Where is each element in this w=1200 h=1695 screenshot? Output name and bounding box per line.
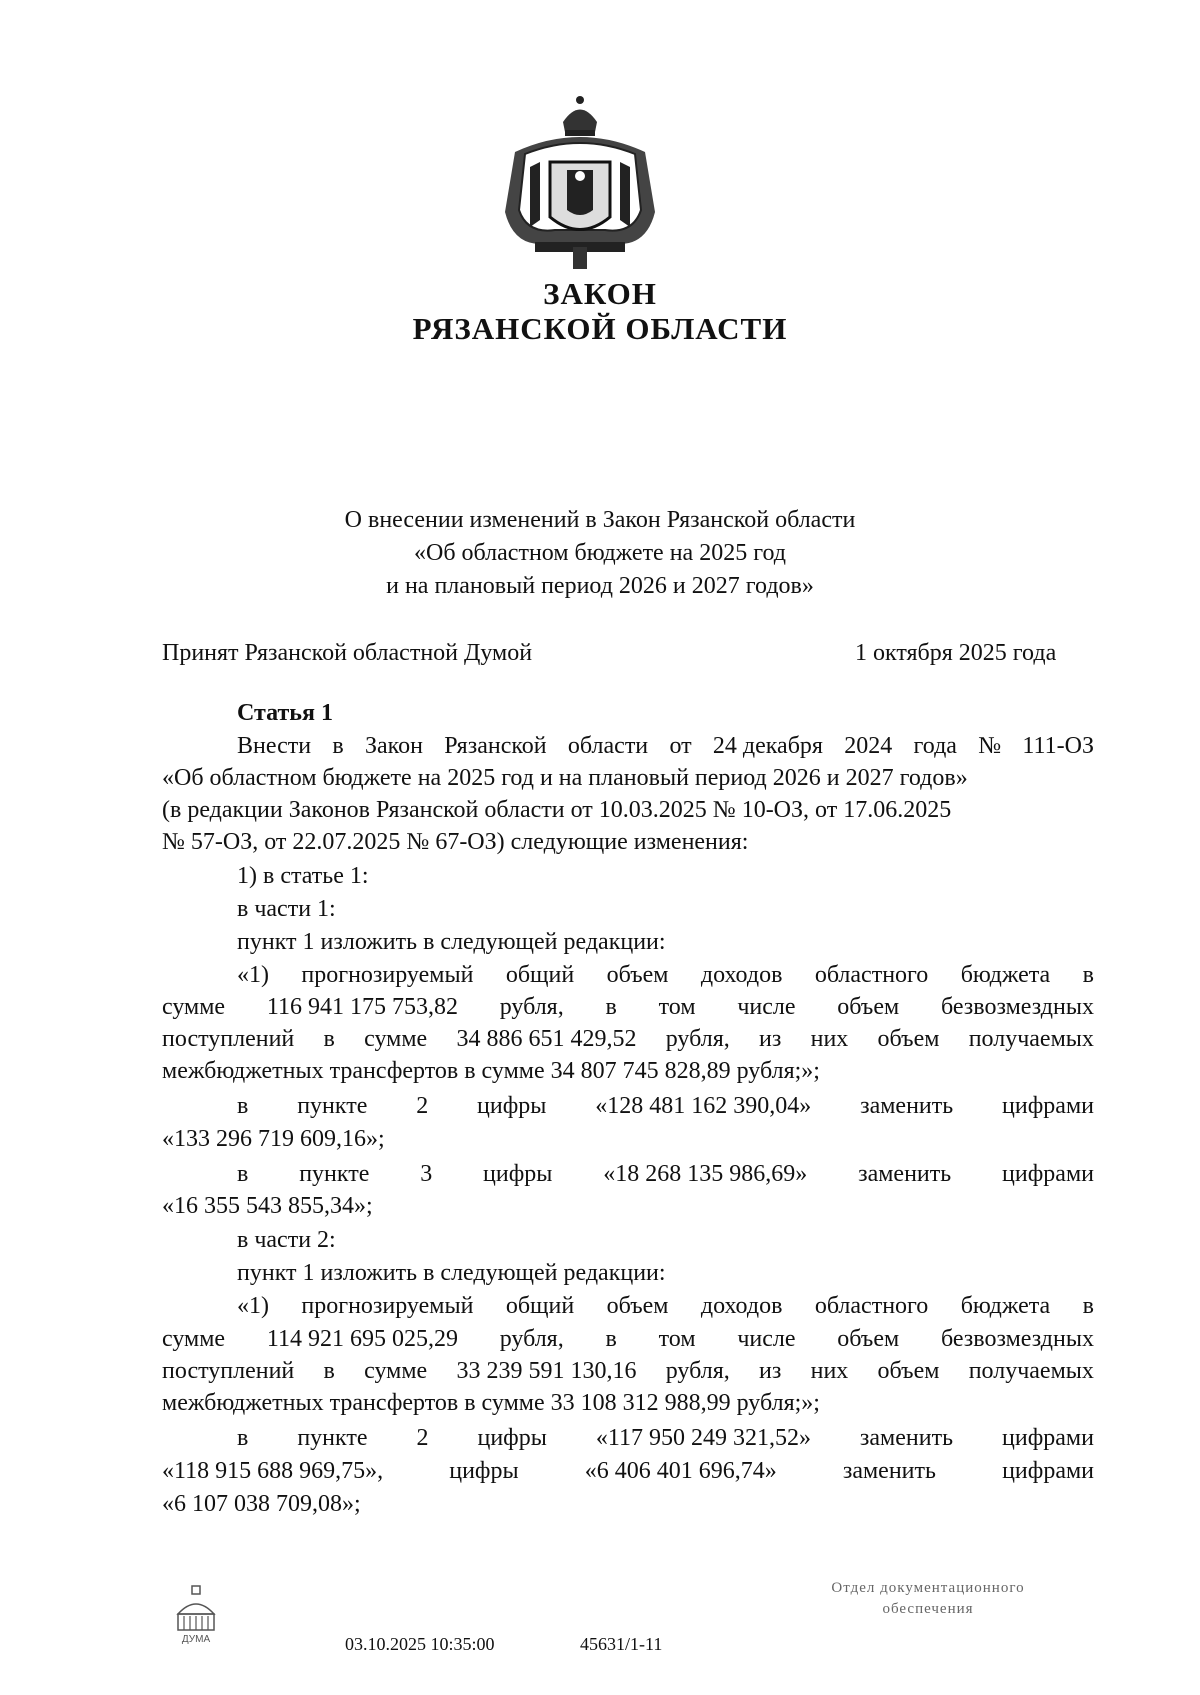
word: года bbox=[913, 733, 957, 759]
paragraph-line: (в редакции Законов Рязанской области от 10.03.2025 № 10-ОЗ, от 17.06.2025 bbox=[162, 797, 952, 823]
word: получаемых bbox=[968, 1358, 1094, 1384]
word: «1) bbox=[237, 1293, 269, 1319]
word: в bbox=[605, 994, 617, 1020]
word: рубля, bbox=[665, 1358, 730, 1384]
word: заменить bbox=[858, 1161, 952, 1187]
paragraph-line: «133 296 719 609,16»; bbox=[162, 1126, 385, 1152]
word: объем bbox=[877, 1026, 940, 1052]
word: 111-ОЗ bbox=[1022, 733, 1094, 759]
word: цифры bbox=[483, 1161, 553, 1187]
word: области bbox=[567, 733, 649, 759]
word: получаемых bbox=[968, 1026, 1094, 1052]
law-region: РЯЗАНСКОЙ ОБЛАСТИ bbox=[412, 311, 788, 346]
word: 116 941 175 753,82 bbox=[266, 994, 458, 1020]
word: из bbox=[759, 1358, 782, 1384]
word: в bbox=[237, 1093, 249, 1119]
word: пункте bbox=[299, 1161, 370, 1187]
paragraph-line-justified bbox=[162, 994, 1094, 1021]
word: поступлений bbox=[162, 1358, 295, 1384]
word: цифрами bbox=[1002, 1458, 1094, 1484]
word: в bbox=[237, 1161, 249, 1187]
word: из bbox=[759, 1026, 782, 1052]
word: 24 декабря bbox=[712, 733, 823, 759]
word: объем bbox=[837, 1326, 900, 1352]
paragraph-line-justified bbox=[162, 1458, 1094, 1485]
word: «6 406 401 696,74» bbox=[584, 1458, 777, 1484]
paragraph-line: № 57-ОЗ, от 22.07.2025 № 67-ОЗ) следующие изменения: bbox=[162, 829, 749, 855]
department-stamp-line1: Отдел документационного bbox=[831, 1580, 1025, 1596]
paragraph-line: «16 355 543 855,34»; bbox=[162, 1193, 373, 1219]
subtitle-line: и на плановый период 2026 и 2027 годов» bbox=[386, 573, 814, 599]
word: бюджета bbox=[960, 1293, 1051, 1319]
word: «118 915 688 969,75», bbox=[162, 1458, 384, 1484]
registration-number: 45631/1-11 bbox=[580, 1634, 663, 1654]
paragraph-line: «6 107 038 709,08»; bbox=[162, 1491, 361, 1517]
word: пункте bbox=[297, 1093, 368, 1119]
word: том bbox=[658, 1326, 696, 1352]
word: цифры bbox=[477, 1093, 547, 1119]
word: цифры bbox=[477, 1425, 547, 1451]
logo-text: ДУМА bbox=[181, 1634, 211, 1645]
paragraph-line-justified bbox=[237, 1293, 1094, 1320]
word: «117 950 249 321,52» bbox=[595, 1425, 811, 1451]
word: рубля, bbox=[499, 1326, 564, 1352]
item-line: пункт 1 изложить в следующей редакции: bbox=[237, 1260, 666, 1286]
article-heading: Статья 1 bbox=[237, 700, 333, 726]
word: них bbox=[810, 1358, 849, 1384]
word: сумме bbox=[364, 1358, 428, 1384]
paragraph-line-justified bbox=[237, 733, 1094, 760]
word: в bbox=[1082, 962, 1094, 988]
word: областного bbox=[814, 962, 929, 988]
word: числе bbox=[737, 994, 796, 1020]
word: цифрами bbox=[1002, 1161, 1094, 1187]
word: объем bbox=[606, 962, 669, 988]
word: объем bbox=[606, 1293, 669, 1319]
word: в bbox=[323, 1358, 335, 1384]
duma-building-icon bbox=[172, 1584, 220, 1646]
adopted-by: Принят Рязанской областной Думой bbox=[162, 640, 533, 666]
word: цифрами bbox=[1002, 1425, 1094, 1451]
word: 2024 bbox=[844, 733, 893, 759]
word: безвозмездных bbox=[940, 1326, 1094, 1352]
word: том bbox=[658, 994, 696, 1020]
word: 2 bbox=[416, 1093, 429, 1119]
word: «128 481 162 390,04» bbox=[595, 1093, 812, 1119]
paragraph-line-justified bbox=[162, 1358, 1094, 1385]
word: них bbox=[810, 1026, 849, 1052]
word: областного bbox=[814, 1293, 929, 1319]
word: от bbox=[669, 733, 692, 759]
word: сумме bbox=[364, 1026, 428, 1052]
word: сумме bbox=[162, 1326, 226, 1352]
item-line: пункт 1 изложить в следующей редакции: bbox=[237, 929, 666, 955]
law-subtitle bbox=[0, 504, 1200, 603]
word: доходов bbox=[700, 1293, 783, 1319]
word: 2 bbox=[416, 1425, 429, 1451]
paragraph-line: «Об областном бюджете на 2025 год и на плановый период 2026 и 2027 годов» bbox=[162, 765, 968, 791]
word: общий bbox=[505, 962, 575, 988]
word: общий bbox=[505, 1293, 575, 1319]
word: числе bbox=[737, 1326, 796, 1352]
word: 114 921 695 025,29 bbox=[266, 1326, 458, 1352]
word: Рязанской bbox=[444, 733, 547, 759]
word: № bbox=[978, 733, 1002, 759]
item-line: в части 1: bbox=[237, 896, 336, 922]
word: в bbox=[605, 1326, 617, 1352]
paragraph-line-justified bbox=[237, 1161, 1094, 1188]
word: прогнозируемый bbox=[301, 1293, 474, 1319]
word: в bbox=[323, 1026, 335, 1052]
item-line: 1) в статье 1: bbox=[237, 863, 369, 889]
word: заменить bbox=[859, 1425, 954, 1451]
paragraph-line: межбюджетных трансфертов в сумме 33 108 312 988,99 рубля;»; bbox=[162, 1390, 820, 1416]
word: «18 268 135 986,69» bbox=[603, 1161, 808, 1187]
paragraph-line-justified bbox=[237, 1093, 1094, 1120]
subtitle-line: О внесении изменений в Закон Рязанской области bbox=[344, 507, 856, 533]
law-title: ЗАКОН bbox=[543, 276, 657, 311]
print-datetime: 03.10.2025 10:35:00 bbox=[345, 1634, 495, 1654]
word: 3 bbox=[420, 1161, 433, 1187]
word: 33 239 591 130,16 bbox=[456, 1358, 637, 1384]
word: цифры bbox=[449, 1458, 519, 1484]
word: «1) bbox=[237, 962, 269, 988]
adopted-date: 1 октября 2025 года bbox=[855, 640, 1057, 666]
word: поступлений bbox=[162, 1026, 295, 1052]
paragraph-line-justified bbox=[237, 1425, 1094, 1452]
word: прогнозируемый bbox=[301, 962, 474, 988]
word: в bbox=[1082, 1293, 1094, 1319]
department-stamp-line2: обеспечения bbox=[882, 1601, 974, 1617]
word: цифрами bbox=[1002, 1093, 1094, 1119]
coat-of-arms-icon bbox=[495, 92, 665, 272]
word: в bbox=[332, 733, 344, 759]
paragraph-line-justified bbox=[237, 962, 1094, 989]
subtitle-line: «Об областном бюджете на 2025 год bbox=[414, 540, 786, 566]
paragraph-line: межбюджетных трансфертов в сумме 34 807 745 828,89 рубля;»; bbox=[162, 1058, 820, 1084]
word: заменить bbox=[842, 1458, 936, 1484]
paragraph-line-justified bbox=[162, 1326, 1094, 1353]
paragraph-line-justified bbox=[162, 1026, 1094, 1053]
word: заменить bbox=[860, 1093, 954, 1119]
word: объем bbox=[837, 994, 900, 1020]
word: сумме bbox=[162, 994, 226, 1020]
word: 34 886 651 429,52 bbox=[456, 1026, 637, 1052]
word: безвозмездных bbox=[940, 994, 1094, 1020]
word: доходов bbox=[700, 962, 783, 988]
item-line: в части 2: bbox=[237, 1227, 336, 1253]
word: рубля, bbox=[499, 994, 564, 1020]
word: Закон bbox=[365, 733, 423, 759]
word: пункте bbox=[297, 1425, 368, 1451]
word: в bbox=[237, 1425, 249, 1451]
word: Внести bbox=[237, 733, 312, 759]
word: объем bbox=[877, 1358, 940, 1384]
word: бюджета bbox=[960, 962, 1051, 988]
word: рубля, bbox=[665, 1026, 730, 1052]
